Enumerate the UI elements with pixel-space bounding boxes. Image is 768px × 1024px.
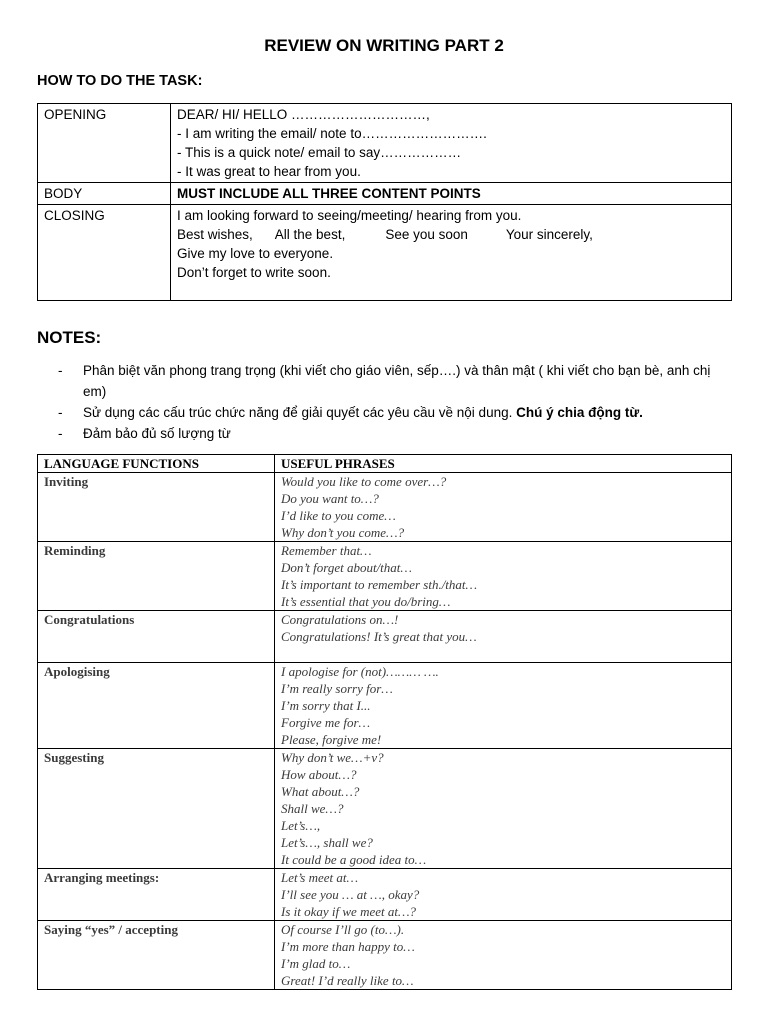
useful-phrase: Forgive me for… — [281, 715, 371, 730]
useful-phrase: Let’s…, — [281, 818, 321, 833]
closing-row — [38, 205, 732, 301]
phrase-list — [275, 542, 732, 611]
useful-phrase: Don’t forget about/that… — [281, 560, 412, 575]
useful-phrase: Shall we…? — [281, 801, 344, 816]
useful-phrase: Of course I’ll go (to…). — [281, 922, 405, 937]
body-row — [38, 183, 732, 205]
phrase-list — [275, 663, 732, 749]
note-dash: - — [58, 426, 63, 441]
phrase-list — [275, 921, 732, 990]
useful-phrase: Why don’t we…+v? — [281, 750, 384, 765]
note-text: Sử dụng các cấu trúc chức năng để giải quyết các yêu cầu về nội dung. — [83, 405, 517, 420]
opening-row — [38, 104, 732, 183]
notes-list — [58, 360, 718, 444]
useful-phrase: I’m glad to… — [281, 956, 351, 971]
useful-phrase: Let’s meet at… — [281, 870, 359, 885]
notes-heading: NOTES: — [37, 328, 102, 347]
closing-option: Best wishes, — [177, 227, 253, 242]
page-title: REVIEW ON WRITING PART 2 — [264, 36, 504, 55]
opening-line: - It was great to hear from you. — [177, 164, 361, 179]
useful-phrase: Let’s…, shall we? — [281, 835, 373, 850]
useful-phrase: Great! I’d really like to… — [281, 973, 414, 988]
useful-phrase: Would you like to come over…? — [281, 474, 447, 489]
useful-phrase: Congratulations! It’s great that you… — [281, 629, 477, 644]
body-content: MUST INCLUDE ALL THREE CONTENT POINTS — [171, 183, 732, 205]
closing-line: Don’t forget to write soon. — [177, 265, 331, 280]
closing-label: CLOSING — [38, 205, 171, 301]
closing-option: See you soon — [385, 227, 468, 242]
useful-phrase: Remember that… — [281, 543, 372, 558]
how-to-heading: HOW TO DO THE TASK: — [37, 73, 203, 89]
useful-phrase: I’m sorry that I... — [281, 698, 371, 713]
useful-phrase: I’m more than happy to… — [281, 939, 415, 954]
header-language-functions: LANGUAGE FUNCTIONS — [38, 455, 275, 473]
opening-line: DEAR/ HI/ HELLO …………………………, — [177, 107, 430, 122]
useful-phrase: I’ll see you … at …, okay? — [281, 887, 420, 902]
note-item — [58, 360, 718, 402]
note-item — [58, 423, 718, 444]
language-function: Saying “yes” / accepting — [38, 921, 275, 990]
phrase-row — [38, 869, 732, 921]
phrase-row — [38, 921, 732, 990]
phrase-list — [275, 611, 732, 663]
phrase-row — [38, 473, 732, 542]
language-function: Suggesting — [38, 749, 275, 869]
useful-phrase: It’s important to remember sth./that… — [281, 577, 478, 592]
useful-phrase: How about…? — [281, 767, 357, 782]
language-function: Congratulations — [38, 611, 275, 663]
closing-option: All the best, — [274, 227, 346, 242]
phrase-list — [275, 749, 732, 869]
language-function: Apologising — [38, 663, 275, 749]
opening-content — [171, 104, 732, 183]
language-function: Reminding — [38, 542, 275, 611]
phrases-body — [38, 473, 732, 990]
useful-phrase: Congratulations on…! — [281, 612, 399, 627]
useful-phrase: I apologise for (not)……… …. — [281, 664, 439, 679]
body-label: BODY — [38, 183, 171, 205]
header-useful-phrases: USEFUL PHRASES — [275, 455, 732, 473]
note-emphasis: Chú ý chia động từ. — [516, 405, 643, 420]
phrase-row — [38, 611, 732, 663]
closing-content — [171, 205, 732, 301]
language-function: Arranging meetings: — [38, 869, 275, 921]
phrase-list — [275, 869, 732, 921]
useful-phrase: It’s essential that you do/bring… — [281, 594, 451, 609]
opening-label: OPENING — [38, 104, 171, 183]
note-dash: - — [58, 405, 63, 420]
opening-line: - I am writing the email/ note to………………………. — [177, 126, 487, 141]
closing-option: Your sincerely, — [505, 227, 593, 242]
phrase-row — [38, 542, 732, 611]
note-text: Phân biệt văn phong trang trọng (khi viết cho giáo viên, sếp….) và thân mật ( khi viết cho bạn bè, anh chị em) — [83, 363, 711, 399]
useful-phrase: What about…? — [281, 784, 360, 799]
closing-line: I am looking forward to seeing/meeting/ hearing from you. — [177, 208, 522, 223]
opening-line: - This is a quick note/ email to say……………… — [177, 145, 462, 160]
useful-phrase: Why don’t you come…? — [281, 525, 405, 540]
useful-phrase: Is it okay if we meet at…? — [281, 904, 417, 919]
note-item — [58, 402, 718, 423]
useful-phrase: I’m really sorry for… — [281, 681, 393, 696]
letter-structure-table — [37, 103, 732, 301]
useful-phrase: Do you want to…? — [281, 491, 379, 506]
phrase-list — [275, 473, 732, 542]
language-function: Inviting — [38, 473, 275, 542]
useful-phrase: It could be a good idea to… — [281, 852, 427, 867]
closing-line: Give my love to everyone. — [177, 246, 334, 261]
phrase-row — [38, 749, 732, 869]
useful-phrases-table — [37, 454, 732, 990]
useful-phrase: Please, forgive me! — [281, 732, 382, 747]
note-dash: - — [58, 363, 63, 378]
note-text: Đảm bảo đủ số lượng từ — [83, 426, 231, 441]
phrases-header-row — [38, 455, 732, 473]
closing-options — [177, 225, 725, 244]
useful-phrase: I’d like to you come… — [281, 508, 396, 523]
phrase-row — [38, 663, 732, 749]
